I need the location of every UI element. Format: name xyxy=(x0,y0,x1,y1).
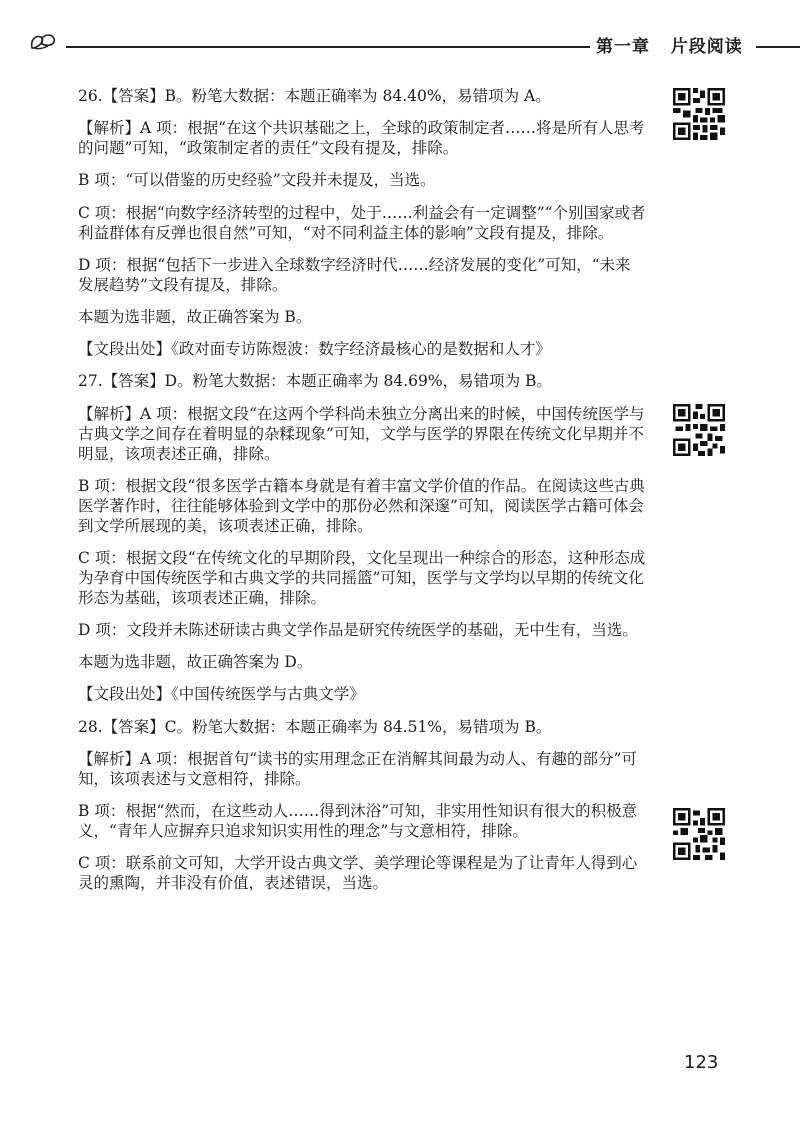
q27-answer: 27.【答案】D。粉笔大数据：本题正确率为 84.69%，易错项为 B。 xyxy=(78,372,552,391)
chapter-title xyxy=(596,32,743,57)
q28-answer: 28.【答案】C。粉笔大数据：本题正确率为 84.51%，易错项为 B。 xyxy=(78,717,552,736)
q26-option-b: B 项：“可以借鉴的历史经验”文段并未提及，当选。 xyxy=(78,171,436,190)
page-number: 123 xyxy=(684,1052,719,1073)
qr-code-icon[interactable] xyxy=(673,808,725,860)
q26-answer: 26.【答案】B。粉笔大数据：本题正确率为 84.40%，易错项为 A。 xyxy=(78,87,551,105)
q26-source: 【文段出处】《政对面专访陈煜波：数字经济最核心的是数据和人才》 xyxy=(78,340,551,359)
qr-code-icon[interactable] xyxy=(673,88,725,140)
section-name: 片段阅读 xyxy=(670,37,743,57)
q26-option-c: C 项：根据“向数字经济转型的过程中，处于……利益会有一定调整”“个别国家或者利益群体有反弹也很自然”可知，“对不同利益主体的影响”文段有提及，排除。 xyxy=(78,203,646,242)
q27-source: 【文段出处】《中国传统医学与古典文学》 xyxy=(78,685,365,704)
chapter-number: 第一章 xyxy=(596,37,650,57)
q28-option-b: B 项：根据“然而，在这些动人……得到沐浴”可知，非实用性知识有很大的积极意义，“青年人应摒弃只追求知识实用性的理念”与文意相符，排除。 xyxy=(78,802,638,840)
q27-analysis-a: 【解析】A 项：根据文段“在这两个学科尚未独立分离出来的时候，中国传统医学与古典文学之间存在着明显的杂糅现象”可知，文学与医学的界限在传统文化早期并不明显，该项表述正确，排除。 xyxy=(78,404,645,463)
qr-code-icon[interactable] xyxy=(673,404,725,456)
q27-option-d: D 项：文段并未陈述研读古典文学作品是研究传统医学的基础，无中生有，当选。 xyxy=(78,621,638,640)
q27-option-c: C 项：根据文段“在传统文化的早期阶段，文化呈现出一种综合的形态，这种形态成为孕育中国传统医学和古典文学的共同摇篮”可知，医学与文学均以早期的传统文化形态为基础，该项表述正确，排除。 xyxy=(78,548,646,607)
q26-option-d: D 项：根据“包括下一步进入全球数字经济时代……经济发展的变化”可知，“未来发展趋势”文段有提及，排除。 xyxy=(78,255,631,294)
q27-conclusion: 本题为选非题，故正确答案为 D。 xyxy=(78,653,313,672)
q27-option-b: B 项：根据文段“很多医学古籍本身就是有着丰富文学价值的作品。在阅读这些古典医学著作时，往往能够体验到文学中的那份必然和深邃”可知，阅读医学古籍可体会到文学所展现的美，该项表述正确，排除。 xyxy=(78,476,645,535)
header-rule-right xyxy=(756,46,800,48)
running-header xyxy=(28,28,800,58)
q28-analysis-a: 【解析】A 项：根据首句“读书的实用理念正在消解其间最为动人、有趣的部分”可知，该项表述与文意相符，排除。 xyxy=(78,749,637,788)
q26-analysis-a: 【解析】A 项：根据“在这个共识基础之上，全球的政策制定者……将是所有人思考的问题”可知，“政策制定者的责任”文段有提及，排除。 xyxy=(78,119,645,158)
page-body xyxy=(78,86,646,905)
q28-option-c: C 项：联系前文可知，大学开设古典文学、美学理论等课程是为了让青年人得到心灵的熏陶，并非没有价值，表述错误，当选。 xyxy=(78,854,638,893)
q26-conclusion: 本题为选非题，故正确答案为 B。 xyxy=(78,307,312,326)
header-rule-left xyxy=(66,46,590,48)
sprout-leaf-icon xyxy=(28,28,68,58)
